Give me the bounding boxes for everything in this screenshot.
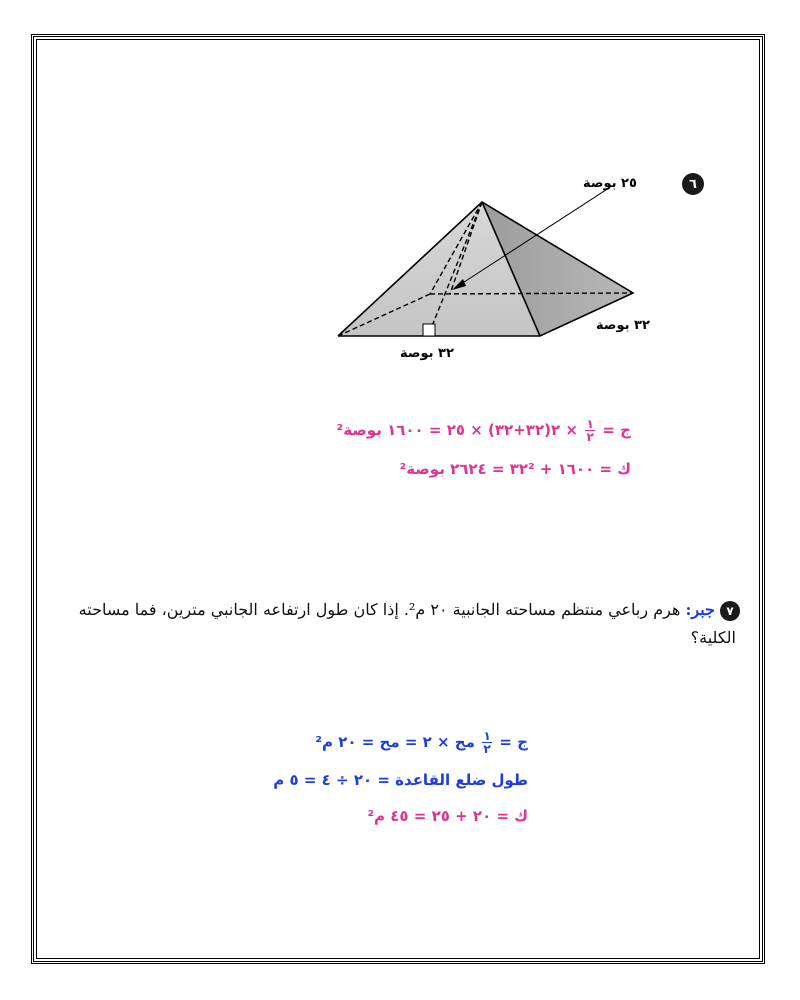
problem-7-statement [40,596,740,652]
problem-7-text-line2: الكلية؟ [690,628,736,647]
height-label: ٢٥ بوصة [583,176,637,191]
problem-7-keyword: جبر: [685,600,715,619]
problem-7-equation-2: طول ضلع القاعدة = ٢٠ ÷ ٤ = ٥ م [273,771,528,789]
problem-7-equation-3: ك = ٢٠ + ٢٥ = ٤٥ م² [367,807,528,825]
problem-6-number-badge: ٦ [682,173,704,195]
base-label: ٣٢ بوصة [400,346,454,361]
right-angle-mark [423,324,435,336]
problem-7-equation-1: ج = $\frac{١}{٢}$ مح × ٢ = مح = ٢٠ م² [315,729,528,756]
problem-6-equation-2: ك = ١٦٠٠ + ٣٢² = ٢٦٢٤ بوصة² [399,460,631,478]
side-label-right: ٣٢ بوصة [596,318,650,333]
problem-6-equation-1: ج = $\frac{١}{٢}$ × ٢(٣٢+٣٢) × ٢٥ = ١٦٠٠ بوصة² [336,417,631,444]
problem-7-number-badge: ٧ [720,601,740,621]
problem-7-text-line1: هرم رباعي منتظم مساحته الجانبية ٢٠ م². إذا كان طول ارتفاعه الجانبي مترين، فما مساحته [78,600,681,619]
